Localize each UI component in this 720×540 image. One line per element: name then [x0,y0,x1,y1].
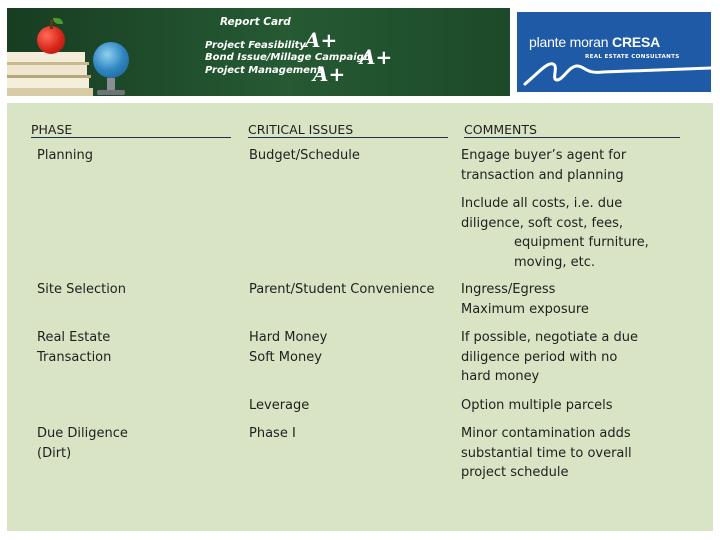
cell-comment-site-1: Ingress/Egress [461,282,556,297]
header-phase-underline [31,137,231,138]
logo-name [529,34,660,50]
report-card-item-project-management: Project Management [205,65,322,76]
cell-phase-planning: Planning [37,148,93,163]
apple-stem-icon [50,20,53,29]
cell-phase-due-diligence-1: Due Diligence [37,426,128,441]
cell-phase-site-selection: Site Selection [37,282,127,297]
cell-comment-planning-1: Engage buyer’s agent for [461,148,627,163]
logo-name-part2: CRESA [612,34,661,50]
logo-subtitle: REAL ESTATE CONSULTANTS [585,54,680,60]
cell-comment-planning-5: equipment furniture, [514,235,649,250]
cell-comment-real-estate-3: hard money [461,369,540,384]
cell-issue-convenience: Parent/Student Convenience [249,282,435,297]
cell-comment-due-diligence-1: Minor contamination adds [461,426,631,441]
grade-bond-issue: A+ [360,45,393,69]
header-critical-issues: CRITICAL ISSUES [248,122,354,137]
cell-phase-real-estate-1: Real Estate [37,330,111,345]
logo-name-part1: plante moran [529,34,609,50]
logo-swoosh-icon [523,56,711,90]
cell-issue-leverage: Leverage [249,398,310,413]
globe-base-icon [97,90,125,95]
cell-issue-hard-money: Hard Money [249,330,328,345]
header-phase: PHASE [31,122,73,137]
cell-issue-soft-money: Soft Money [249,349,322,365]
header-issues-underline [248,137,448,138]
report-card-item-feasibility: Project Feasibility [205,40,306,51]
cell-comment-planning-2: transaction and planning [461,167,624,183]
cell-comment-due-diligence-2: substantial time to overall [461,445,632,461]
globe-icon [93,42,129,78]
report-card-banner [7,8,510,96]
cell-comment-planning-6: moving, etc. [514,254,596,270]
logo-box [517,12,711,92]
cell-phase-real-estate-2: Transaction [37,349,112,365]
report-card-title: Report Card [220,16,291,28]
cell-comment-due-diligence-3: project schedule [461,465,569,480]
report-card-item-bond-issue: Bond Issue/Millage Campaign [205,52,371,63]
books-icon [7,52,93,96]
cell-comment-site-2: Maximum exposure [461,301,589,317]
header-comments-underline [464,137,680,138]
header-comments: COMMENTS [464,122,537,137]
cell-phase-due-diligence-2: (Dirt) [37,445,72,461]
grade-project-management: A+ [313,62,346,86]
cell-comment-real-estate-2: diligence period with no [461,349,618,365]
cell-comment-planning-4: diligence, soft cost, fees, [461,215,624,231]
grade-feasibility: A+ [305,28,338,52]
cell-issue-budget-schedule: Budget/Schedule [249,148,360,163]
cell-issue-phase-one: Phase I [249,426,296,441]
cell-comment-leverage: Option multiple parcels [461,398,613,413]
company-logo [514,8,714,96]
cell-comment-planning-3: Include all costs, i.e. due [461,196,623,211]
cell-comment-real-estate-1: If possible, negotiate a due [461,330,638,345]
apple-icon [37,26,65,54]
